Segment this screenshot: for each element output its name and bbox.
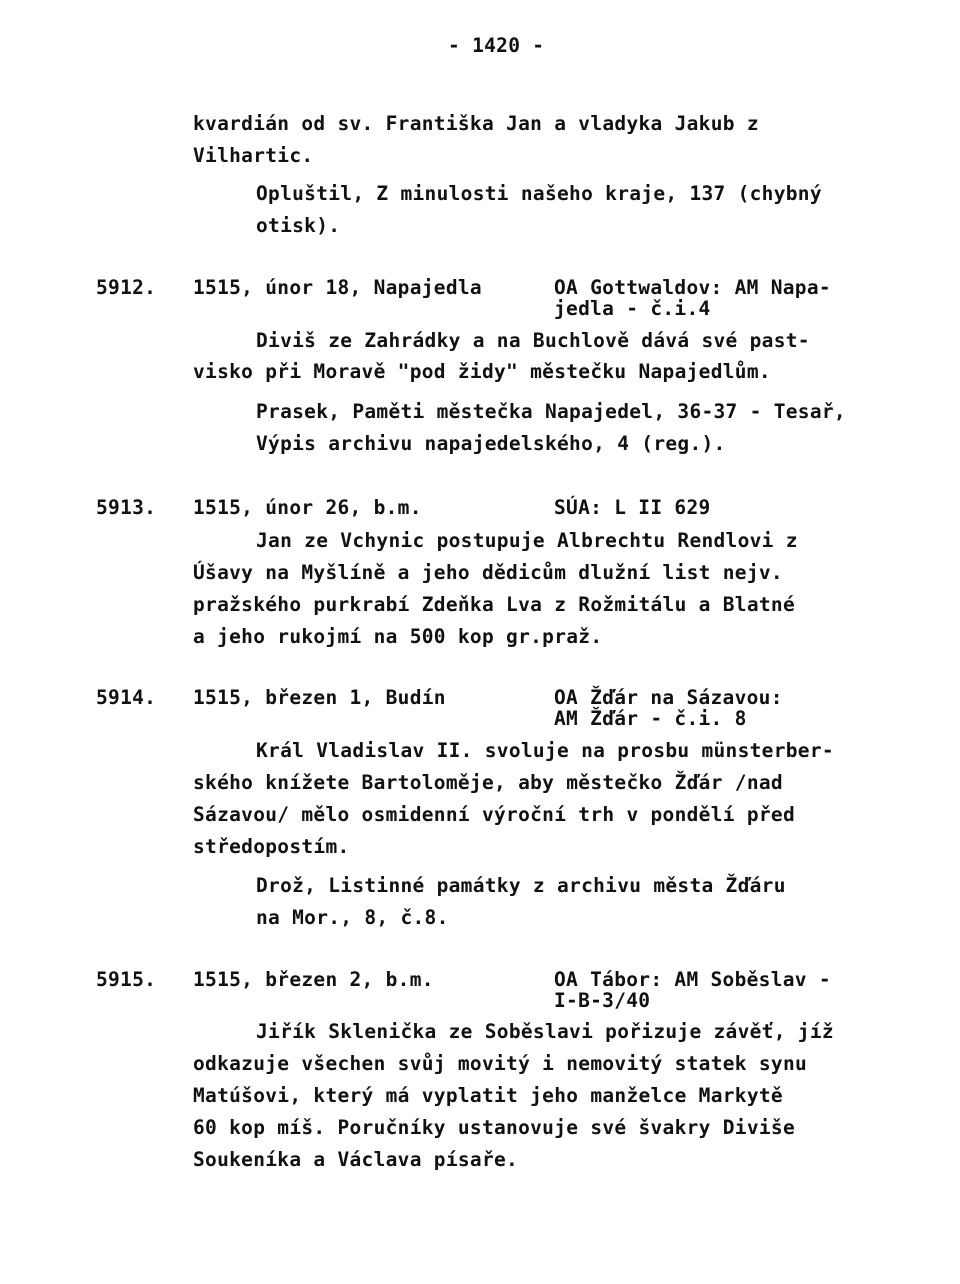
- entry-text-line: Král Vladislav II. svoluje na prosbu münsterber-: [256, 739, 834, 762]
- entry-archive-line: I-B-3/40: [554, 989, 651, 1012]
- continuation-text-line: Vilhartic.: [193, 144, 314, 167]
- page-number: - 1420 -: [448, 34, 545, 57]
- entry-archive-line: jedla - č.i.4: [554, 297, 711, 320]
- entry-archive-line: SÚA: L II 629: [554, 496, 711, 519]
- entry-text-line: Sázavou/ mělo osmidenní výroční trh v pondělí před: [193, 803, 795, 826]
- continuation-citation-line: Opluštil, Z minulosti našeho kraje, 137 (chybný: [256, 182, 822, 205]
- entry-citation-line: Drož, Listinné památky z archivu města Žďáru: [256, 874, 786, 897]
- entry-number: 5912.: [96, 276, 157, 299]
- entry-text-line: visko při Moravě "pod židy" městečku Napajedlům.: [193, 360, 771, 383]
- entry-text-line: středopostím.: [193, 835, 350, 858]
- entry-citation-line: Výpis archivu napajedelského, 4 (reg.).: [256, 432, 726, 455]
- entry-archive-line: OA Žďár na Sázavou:: [554, 686, 783, 709]
- entry-text-line: ského knížete Bartoloměje, aby městečko Žďár /nad: [193, 771, 783, 794]
- entry-text-line: 60 kop míš. Poručníky ustanovuje své švakry Diviše: [193, 1116, 795, 1139]
- continuation-citation-line: otisk).: [256, 214, 341, 237]
- entry-number: 5914.: [96, 686, 157, 709]
- entry-date-place: 1515, únor 26, b.m.: [193, 496, 422, 519]
- entry-text-line: a jeho rukojmí na 500 kop gr.praž.: [193, 625, 603, 648]
- continuation-text-line: kvardián od sv. Františka Jan a vladyka Jakub z: [193, 112, 759, 135]
- entry-text-line: Diviš ze Zahrádky a na Buchlově dává své past-: [256, 329, 810, 352]
- entry-text-line: pražského purkrabí Zdeňka Lva z Rožmitálu a Blatné: [193, 593, 795, 616]
- entry-date-place: 1515, březen 2, b.m.: [193, 968, 434, 991]
- entry-date-place: 1515, březen 1, Budín: [193, 686, 446, 709]
- entry-archive-line: OA Gottwaldov: AM Napa-: [554, 276, 831, 299]
- entry-text-line: Úšavy na Myšlíně a jeho dědicům dlužní list nejv.: [193, 561, 783, 584]
- entry-text-line: Soukeníka a Václava písaře.: [193, 1148, 519, 1171]
- entry-text-line: odkazuje všechen svůj movitý i nemovitý statek synu: [193, 1052, 808, 1075]
- entry-citation-line: na Mor., 8, č.8.: [256, 906, 449, 929]
- entry-text-line: Matúšovi, který má vyplatit jeho manželce Markytě: [193, 1084, 783, 1107]
- entry-text-line: Jiřík Sklenička ze Soběslavi pořizuje závěť, jíž: [256, 1020, 834, 1043]
- entry-date-place: 1515, únor 18, Napajedla: [193, 276, 482, 299]
- entry-text-line: Jan ze Vchynic postupuje Albrechtu Rendlovi z: [256, 529, 798, 552]
- entry-archive-line: OA Tábor: AM Soběslav -: [554, 968, 831, 991]
- entry-number: 5915.: [96, 968, 157, 991]
- entry-archive-line: AM Žďár - č.i. 8: [554, 707, 747, 730]
- entry-citation-line: Prasek, Paměti městečka Napajedel, 36-37 - Tesař,: [256, 400, 846, 423]
- entry-number: 5913.: [96, 496, 157, 519]
